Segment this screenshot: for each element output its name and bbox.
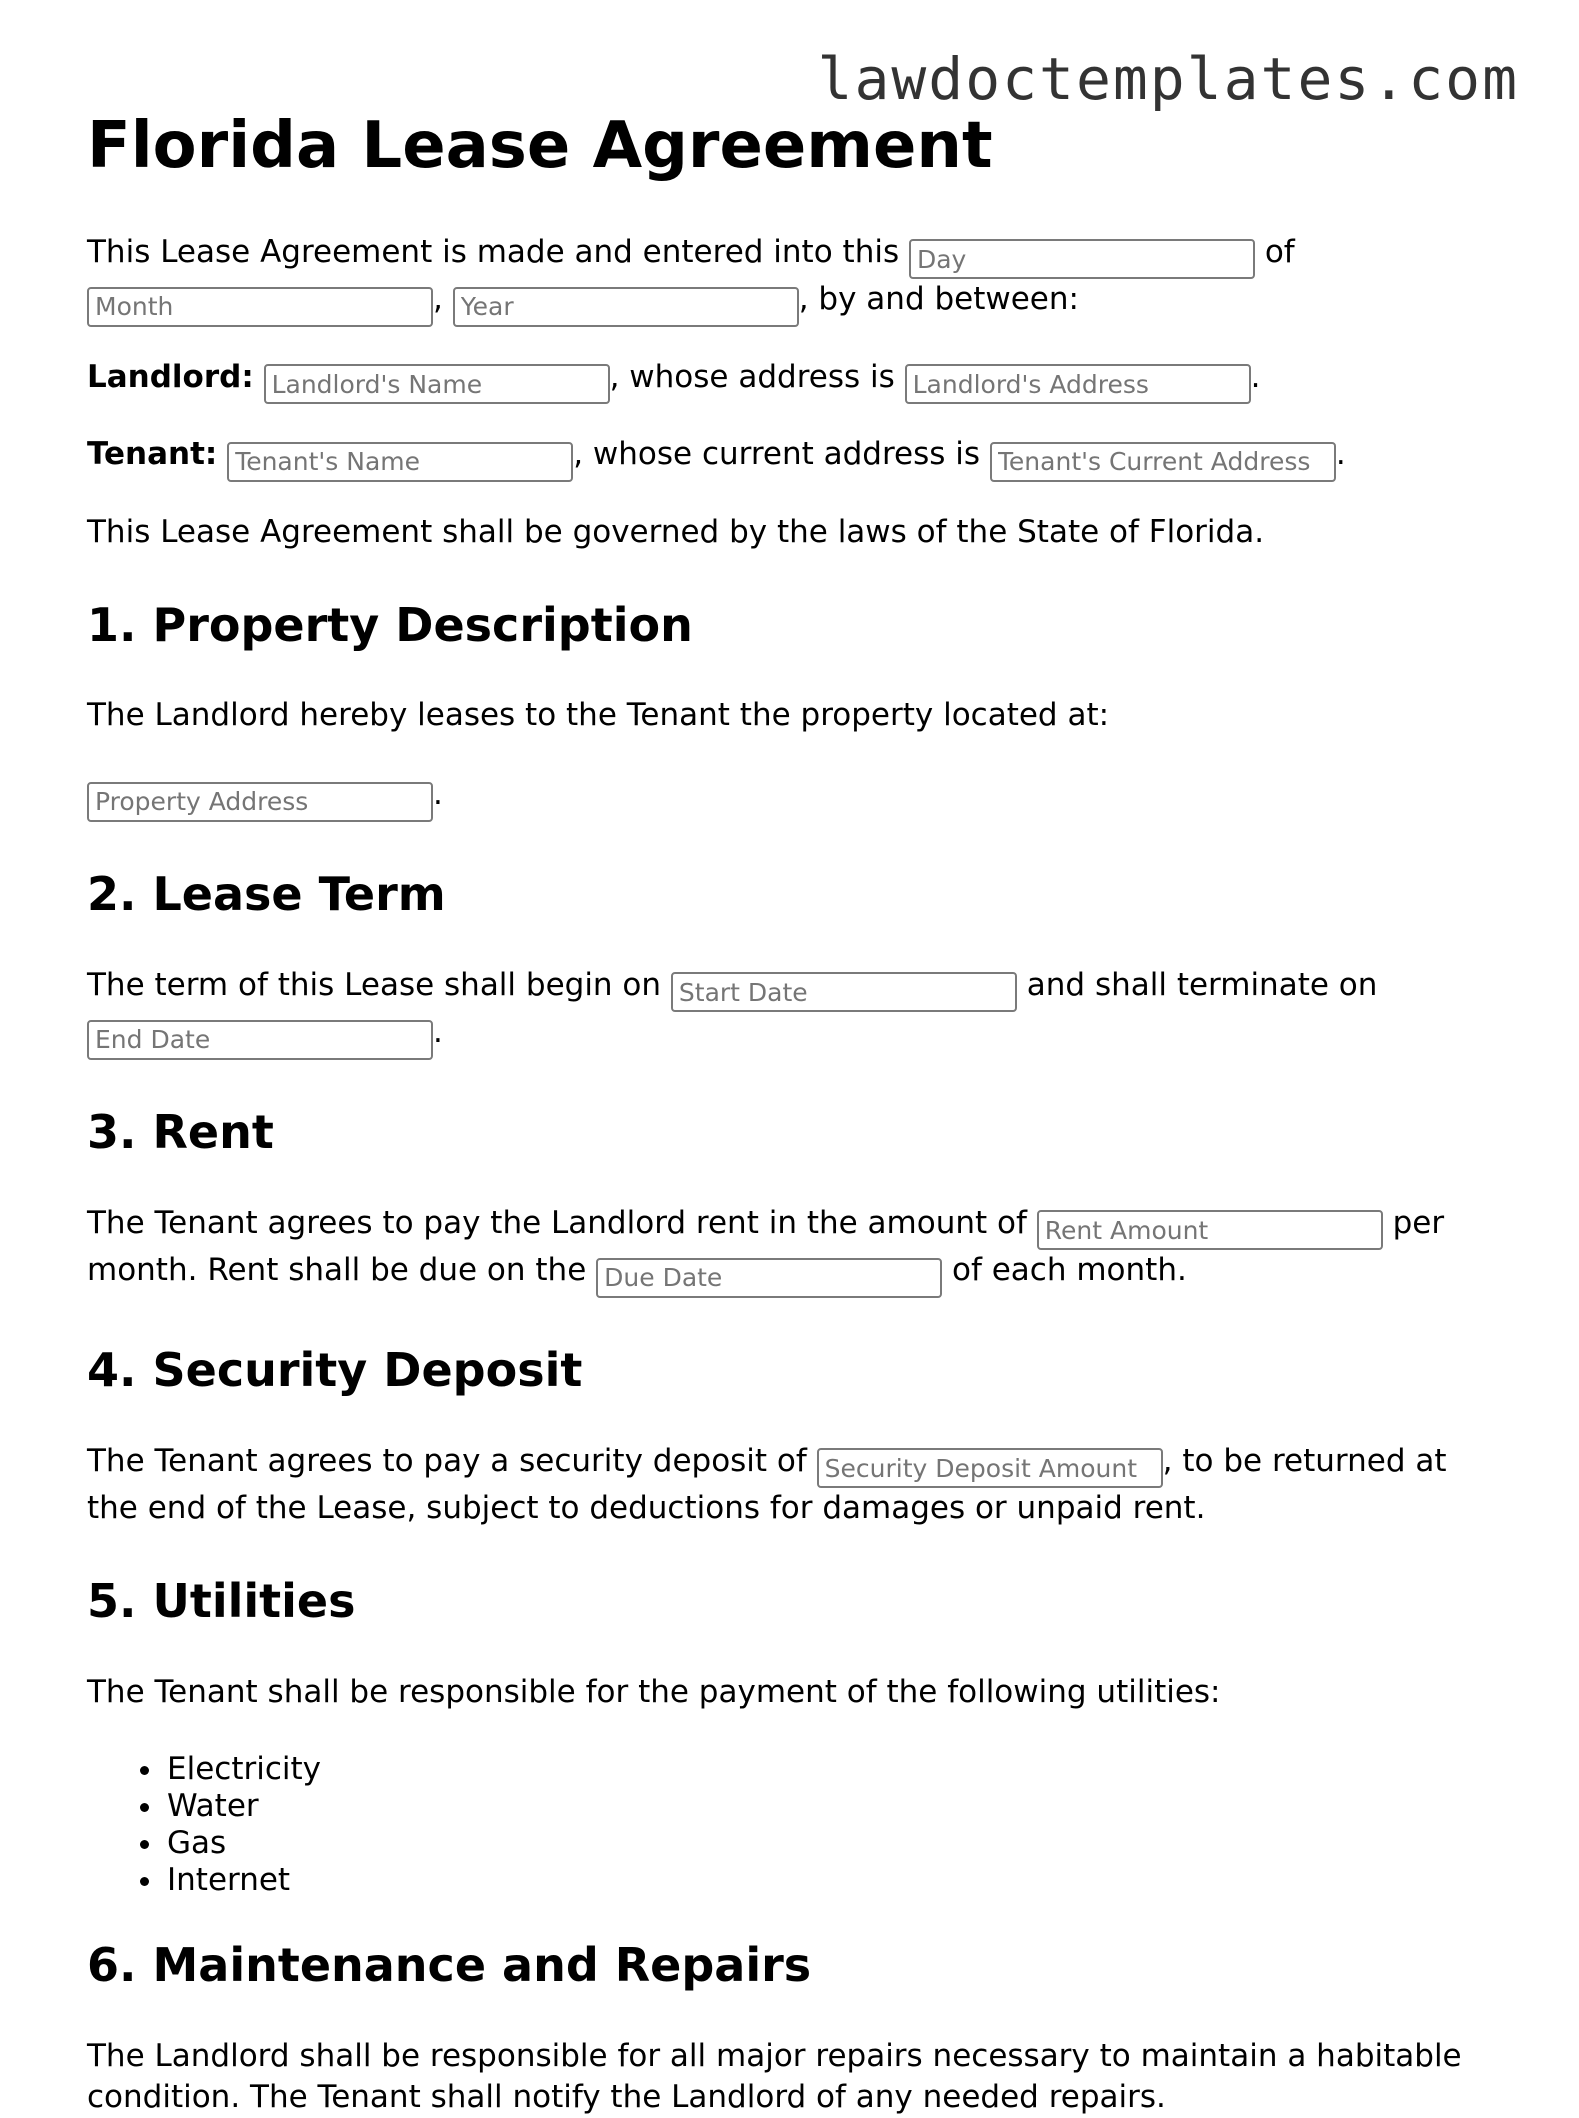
list-item: • Water — [165, 1788, 1487, 1825]
tenant-name-field[interactable] — [227, 442, 573, 482]
rent-text-1: The Tenant agrees to pay the Landlord rent in the amount of — [87, 1204, 1027, 1241]
tenant-address-field[interactable] — [990, 442, 1336, 482]
property-address-line — [87, 774, 1487, 822]
section-heading-deposit: 4. Security Deposit — [87, 1342, 583, 1397]
landlord-name-field[interactable] — [264, 364, 610, 404]
list-item: • Gas — [165, 1825, 1487, 1862]
rent-text-2: per month. Rent shall be due on the — [87, 1204, 1445, 1289]
landlord-label: Landlord: — [87, 358, 254, 395]
landlord-address-text: , whose address is — [609, 358, 895, 395]
list-item: • Electricity — [165, 1751, 1487, 1788]
start-date-field[interactable] — [671, 972, 1017, 1012]
list-item: • Internet — [165, 1862, 1487, 1899]
landlord-address-field[interactable] — [905, 364, 1251, 404]
section-heading-term: 2. Lease Term — [87, 866, 446, 921]
property-address-field[interactable] — [87, 782, 433, 822]
intro-text: This Lease Agreement is made and entered into this — [87, 233, 900, 270]
section-heading-utilities: 5. Utilities — [87, 1574, 356, 1629]
lease-document — [87, 110, 1487, 2118]
day-field[interactable] — [909, 239, 1255, 279]
property-period: . — [433, 776, 443, 813]
deposit-paragraph — [87, 1441, 1487, 1530]
term-paragraph — [87, 965, 1487, 1060]
governing-law-text: This Lease Agreement shall be governed by the laws of the State of Florida. — [87, 513, 1265, 550]
section-heading-property: 1. Property Description — [87, 597, 693, 652]
utilities-text: The Tenant shall be responsible for the payment of the following utilities: — [87, 1674, 1221, 1711]
rent-amount-field[interactable] — [1037, 1210, 1383, 1250]
property-text: The Landlord hereby leases to the Tenant the property located at: — [87, 697, 1110, 734]
section-heading-maintenance: 6. Maintenance and Repairs — [87, 1938, 812, 1993]
term-terminate-text: and shall terminate on — [1026, 966, 1378, 1003]
end-date-field[interactable] — [87, 1020, 433, 1060]
document-title: Florida Lease Agreement — [87, 109, 993, 183]
tenant-paragraph — [87, 434, 1487, 482]
site-watermark: lawdoctemplates.com — [817, 45, 1519, 113]
month-field[interactable] — [87, 287, 433, 327]
rent-paragraph — [87, 1203, 1487, 1298]
comma-text: , — [433, 281, 443, 318]
of-text: of — [1264, 233, 1295, 270]
due-date-field[interactable] — [596, 1258, 942, 1298]
term-period: . — [433, 1014, 443, 1051]
maintenance-text: The Landlord shall be responsible for all major repairs necessary to maintain a habitable condition. The Tenant shall notify the Landlord of any needed repairs. — [87, 2037, 1462, 2115]
deposit-text-2: , to be returned at the end of the Lease, subject to deductions for damages or unpaid rent. — [87, 1442, 1447, 1527]
section-heading-rent: 3. Rent — [87, 1104, 274, 1159]
deposit-text-1: The Tenant agrees to pay a security deposit of — [87, 1442, 807, 1479]
security-deposit-field[interactable] — [817, 1448, 1163, 1488]
year-field[interactable] — [453, 287, 799, 327]
utilities-list — [87, 1751, 1487, 1899]
tenant-period: . — [1335, 436, 1346, 473]
intro-paragraph — [87, 232, 1487, 327]
landlord-paragraph — [87, 357, 1487, 405]
by-and-between-text: , by and between: — [798, 281, 1079, 318]
tenant-label: Tenant: — [87, 436, 218, 473]
term-begin-text: The term of this Lease shall begin on — [87, 966, 662, 1003]
rent-text-3: of each month. — [952, 1252, 1187, 1289]
landlord-period: . — [1250, 358, 1261, 395]
tenant-address-text: , whose current address is — [573, 436, 981, 473]
